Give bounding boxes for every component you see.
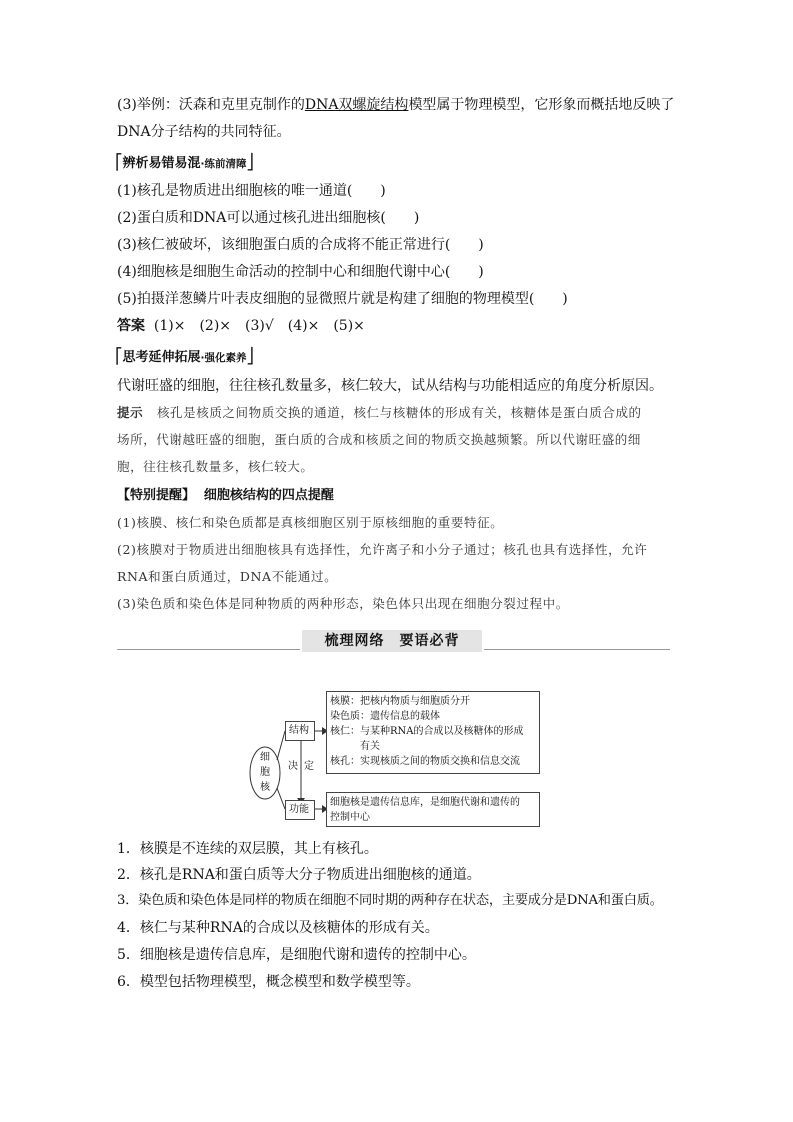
section-header-errors (115, 153, 254, 173)
summary-item-2: 2．核孔是RNA和蛋白质等大分子物质进出细胞核的通道。 (117, 867, 481, 883)
summary-item-4: 4．核仁与某种RNA的合成以及核糖体的形成有关。 (117, 920, 439, 936)
decide-char-1: 决 (288, 761, 298, 772)
func-line-1: 细胞核是遗传信息库，是细胞代谢和遗传的 (330, 797, 520, 808)
summary-item-3: 3．染色质和染色体是同样的物质在细胞不同时期的两种存在状态，主要成分是DNA和蛋白质。 (117, 893, 663, 908)
decide-char-2: 定 (304, 761, 314, 772)
special-line-1: (1)核膜、核仁和染色质都是真核细胞区别于原核细胞的重要特征。 (117, 515, 504, 530)
answer-text: (1)× (2)× (3)√ (4)× (5)× (153, 318, 365, 334)
hint-label: 提示 (117, 405, 144, 420)
judge-item-4: (4)细胞核是细胞生命活动的控制中心和细胞代谢中心( ) (117, 264, 484, 280)
hint-line-3: 胞，往往核孔数量多，核仁较大。 (117, 459, 314, 474)
section2-subtitle: ·强化素养 (200, 352, 247, 364)
band-line-right (484, 649, 670, 650)
structure-label: 结构 (289, 725, 309, 736)
special-title: 细胞核结构的四点提醒 (203, 488, 334, 503)
connector-to-structure (277, 731, 285, 760)
section-header-think (115, 347, 254, 367)
summary-item-1: 1．核膜是不连续的双层膜，其上有核孔。 (117, 841, 378, 857)
struct-line-5: 核孔：实现核质之间的物质交换和信息交流 (330, 756, 520, 767)
summary-item-6: 6．模型包括物理模型，概念模型和数学模型等。 (117, 974, 420, 990)
struct-line-1: 核膜：把核内物质与细胞质分开 (330, 696, 470, 707)
bracket-left: ⎡ (115, 347, 123, 365)
intro-pre: (3)举例：沃森和克里克制作的 (117, 97, 305, 113)
structure-detail-box (326, 691, 540, 774)
struct-line-2: 染色质：遗传信息的载体 (330, 711, 440, 722)
structure-box (285, 721, 315, 741)
think-question: 代谢旺盛的细胞，往往核孔数量多，核仁较大，试从结构与功能相适应的角度分析原因。 (117, 378, 663, 394)
special-line-3: RNA和蛋白质通过，DNA不能通过。 (117, 569, 338, 584)
special-line-4: (3)染色质和染色体是同种物质的两种形态，染色体只出现在细胞分裂过程中。 (117, 596, 569, 611)
bracket-left: ⎡ (115, 153, 123, 171)
special-line-2: (2)核膜对于物质进出细胞核具有选择性，允许离子和小分子通过；核孔也具有选择性，允许 (117, 542, 648, 557)
func-line-2: 控制中心 (330, 812, 370, 823)
function-detail-box (326, 792, 540, 827)
section2-title: 思考延伸拓展 (122, 350, 201, 365)
intro-underlined: DNA双螺旋结构 (304, 97, 409, 113)
band-line-left (117, 649, 300, 650)
function-box (285, 800, 315, 820)
bracket-right: ⎦ (246, 153, 255, 171)
center-char-3: 核 (260, 782, 270, 793)
special-label: 【特别提醒】 (117, 488, 196, 503)
struct-line-4: 有关 (360, 741, 380, 752)
function-label: 功能 (289, 804, 309, 815)
answer-line (117, 316, 365, 336)
section1-title: 辨析易错易混 (122, 156, 201, 171)
intro-line-2: DNA分子结构的共同特征。 (117, 124, 291, 140)
section-band: 梳理网络 要语必背 (302, 630, 482, 652)
judge-item-2: (2)蛋白质和DNA可以通过核孔进出细胞核( ) (117, 210, 420, 226)
struct-line-3: 核仁：与某种RNA的合成以及核糖体的形成 (330, 726, 524, 737)
hint-line-1 (117, 404, 642, 422)
section1-subtitle: ·练前清障 (200, 158, 247, 170)
judge-item-5: (5)拍摄洋葱鳞片叶表皮细胞的显微照片就是构建了细胞的物理模型( ) (117, 291, 568, 307)
center-char-1: 细 (260, 752, 270, 763)
center-char-2: 胞 (260, 767, 270, 778)
special-header (117, 485, 334, 506)
hint-text-1: 核孔是核质之间物质交换的通道，核仁与核糖体的形成有关，核糖体是蛋白质合成的 (156, 405, 642, 420)
judge-item-3: (3)核仁被破坏，该细胞蛋白质的合成将不能正常进行( ) (117, 237, 484, 253)
answer-label: 答案 (117, 318, 145, 334)
intro-line-1 (117, 95, 674, 115)
concept-diagram (240, 688, 540, 828)
judge-item-1: (1)核孔是物质进出细胞核的唯一通道( ) (117, 183, 386, 199)
connector-to-function (277, 788, 285, 809)
summary-item-5: 5．细胞核是遗传信息库，是细胞代谢和遗传的控制中心。 (117, 947, 476, 963)
intro-post: 模型属于物理模型，它形象而概括地反映了 (408, 97, 675, 113)
bracket-right: ⎦ (246, 347, 255, 365)
hint-line-2: 场所，代谢越旺盛的细胞，蛋白质的合成和核质之间的物质交换越频繁。所以代谢旺盛的细 (117, 432, 642, 447)
